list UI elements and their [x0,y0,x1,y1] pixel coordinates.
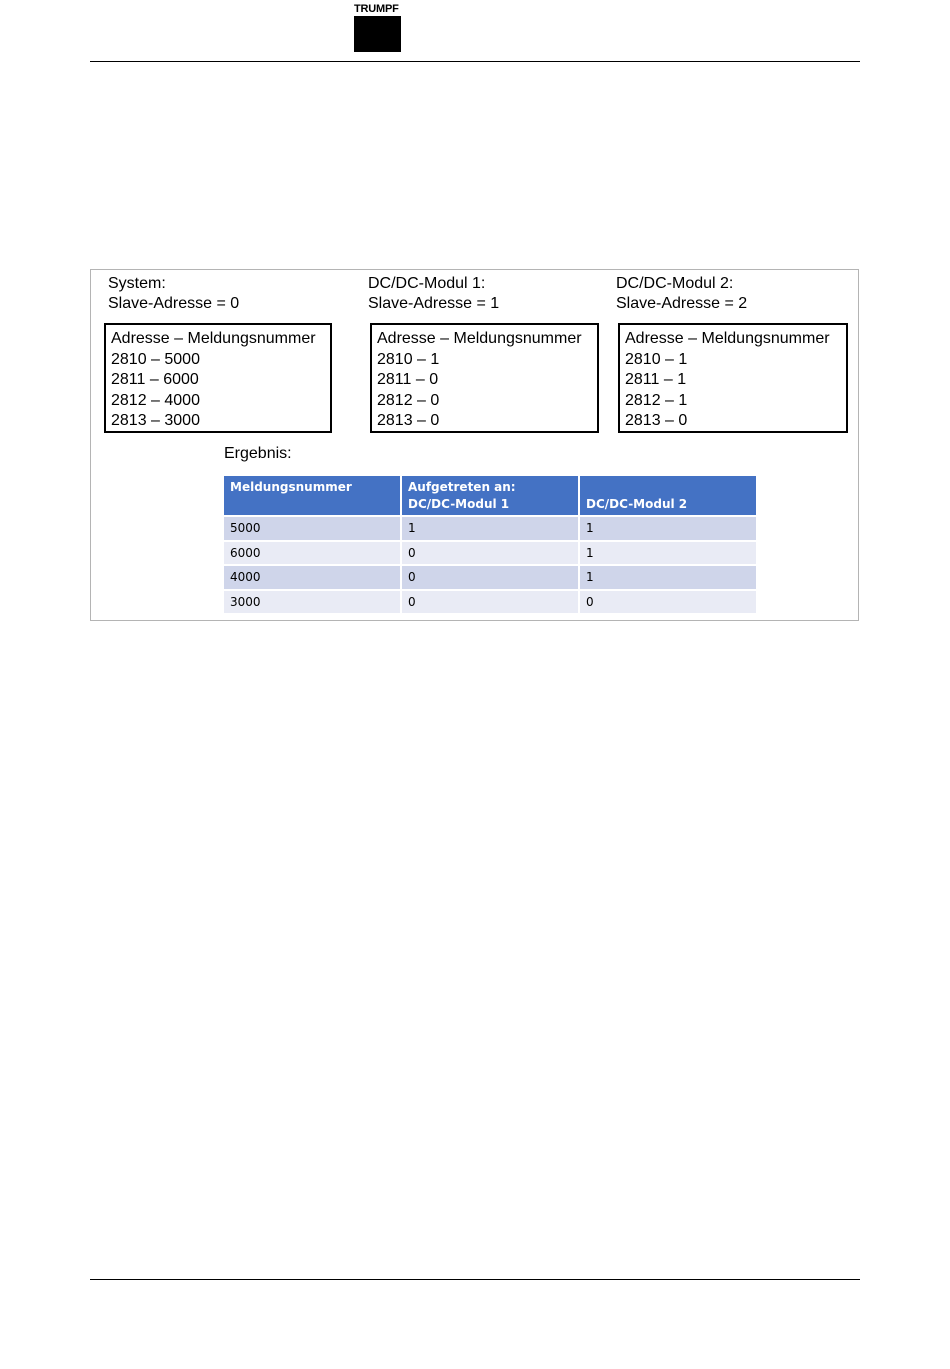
header-line: DC/DC-Modul 1 [408,497,510,511]
map-entry: 2813 – 0 [377,412,440,429]
map-entry: 2812 – 1 [625,391,688,409]
table-cell: 0 [580,591,756,614]
logo-text: TRUMPF [354,3,399,15]
table-row [224,566,756,589]
address-map-box-module-2 [618,323,848,433]
map-entry: 2811 – 1 [625,371,687,388]
trumpf-logo [354,4,402,52]
map-entry: 2811 – 0 [377,371,439,388]
table-cell: 1 [580,517,756,540]
table-cell: 1 [580,566,756,589]
device-heading-module-1 [368,274,499,314]
table-header-module-1 [402,476,578,515]
map-entry: 2812 – 4000 [111,391,200,409]
table-cell: 5000 [224,517,400,540]
table-cell: 0 [402,542,578,565]
table-cell: 4000 [224,566,400,589]
table-header-row [224,476,756,515]
device-title: DC/DC-Modul 1: [368,275,486,292]
map-entry: 2810 – 1 [377,350,440,368]
map-entry: 2810 – 5000 [111,350,200,368]
header-line: Aufgetreten an: [408,480,516,494]
header-line: Meldungsnummer [230,480,352,494]
device-slave-address: Slave-Adresse = 2 [616,295,748,312]
table-cell: 6000 [224,542,400,565]
map-entry: 2813 – 0 [625,412,688,429]
map-entry: 2810 – 1 [625,350,688,368]
device-title: System: [108,275,166,292]
device-heading-module-2 [616,274,747,314]
table-cell: 1 [580,542,756,565]
device-slave-address: Slave-Adresse = 0 [108,295,240,312]
result-label: Ergebnis: [224,445,292,462]
table-row [224,517,756,540]
device-title: DC/DC-Modul 2: [616,275,734,292]
device-heading-system [108,274,239,314]
header-rule [90,61,860,62]
slave-address-figure [90,269,859,621]
box-header: Adresse – Meldungsnummer [625,330,830,347]
table-cell: 0 [402,566,578,589]
result-table [222,474,758,615]
table-cell: 0 [402,591,578,614]
table-cell: 3000 [224,591,400,614]
box-header: Adresse – Meldungsnummer [111,330,316,347]
map-entry: 2813 – 3000 [111,412,200,429]
table-row [224,591,756,614]
table-header-module-2 [580,476,756,515]
header-line: DC/DC-Modul 2 [586,497,688,511]
logo-block [354,16,401,52]
address-map-box-module-1 [370,323,599,433]
map-entry: 2811 – 6000 [111,371,199,388]
map-entry: 2812 – 0 [377,391,440,409]
table-cell: 1 [402,517,578,540]
address-map-box-system [104,323,332,433]
table-row [224,542,756,565]
box-header: Adresse – Meldungsnummer [377,330,582,347]
footer-rule [90,1279,860,1280]
table-header-message-number [224,476,400,515]
device-slave-address: Slave-Adresse = 1 [368,295,500,312]
